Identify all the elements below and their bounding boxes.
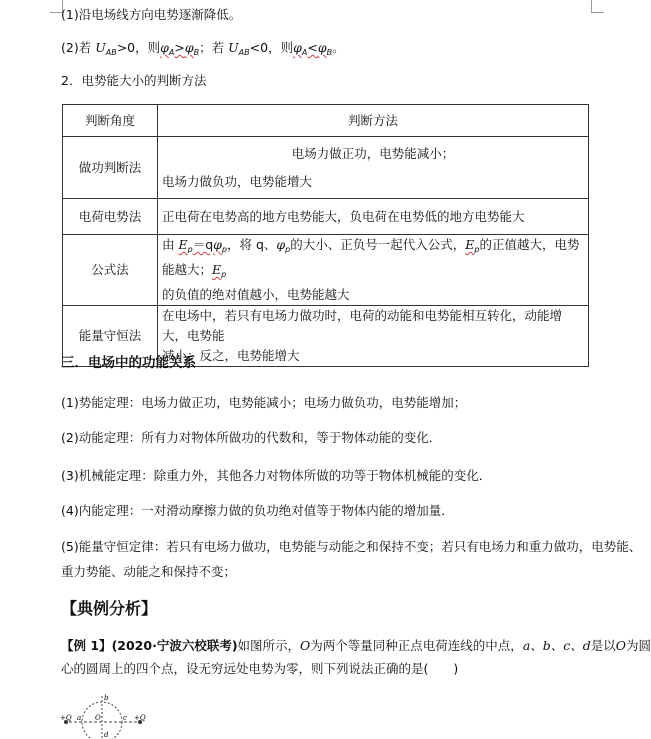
relation-item: (3)机械能定理：除重力外，其他各力对物体所做的功等于物体机械能的变化． (61, 468, 492, 483)
row-label: 公式法 (63, 235, 158, 306)
row-label: 做功判断法 (63, 137, 158, 199)
example-1-question: 【例 1】(2020·宁波六校联考)如图所示，O为两个等量同种正点电荷连线的中点，a、b、c、d是以O为圆 (61, 638, 651, 653)
row-label: 能量守恒法 (63, 306, 158, 367)
row-method: 电场力做正功，电势能减小； 电场力做负功，电势能增大 (158, 137, 589, 199)
point-d-label: d (104, 731, 109, 739)
left-charge-label: +Q (60, 714, 72, 722)
example-1-question-line-2: 心的圆周上的四个点，设无穷远处电势为零，则下列说法正确的是( ) (61, 661, 459, 676)
rule-1: (1)沿电场线方向电势逐渐降低。 (61, 7, 242, 22)
row-method: 由 $E_p=q\varphi_p$，将 q、$\varphi_p$的大小、正负号一起代入公式，$E_p$的正值越大，电势能越大；$E_p$ 的负值的绝对值越小，电势能越大 (158, 235, 589, 306)
relation-item: (4)内能定理：一对滑动摩擦力做的负功绝对值等于物体内能的增加量． (61, 503, 454, 518)
row-method: 在电场中，若只有电场力做功时，电荷的动能和电势能相互转化，动能增大，电势能 减小；反之，电势能增大 (158, 306, 589, 367)
table-head-angle: 判断角度 (63, 105, 158, 137)
page-corner-mark-right (591, 0, 604, 13)
table-row (63, 137, 589, 199)
section-3-title: 三．电场中的功能关系 (61, 355, 196, 371)
example-analysis-heading: 【典例分析】 (61, 599, 158, 618)
table-head-method: 判断方法 (158, 105, 589, 137)
relation-item: (5)能量守恒定律：若只有电场力做功，电势能与动能之和保持不变；若只有电场力和重力做功，电势能、 (61, 539, 642, 554)
point-c-label: c (123, 714, 127, 722)
table-row (63, 235, 589, 306)
point-a-label: a (77, 714, 82, 722)
right-charge-label: +Q (134, 714, 146, 722)
point-o-label: O (95, 714, 101, 722)
row-label: 电荷电势法 (63, 199, 158, 235)
row-method: 正电荷在电势高的地方电势能大，负电荷在电势低的地方电势能大 (158, 199, 589, 235)
charge-figure (60, 690, 150, 738)
relation-item: (1)势能定理：电场力做正功，电势能减小；电场力做负功，电势能增加； (61, 395, 467, 410)
table-header-row (63, 105, 589, 137)
point-b-label: b (104, 694, 109, 702)
relation-item: (2)动能定理：所有力对物体所做功的代数和，等于物体动能的变化． (61, 430, 442, 445)
section-2-title: 2．电势能大小的判断方法 (61, 73, 207, 88)
relation-item: 重力势能、动能之和保持不变； (61, 564, 237, 579)
table-row (63, 199, 589, 235)
potential-energy-table (62, 104, 589, 367)
rule-2: (2)若 $U_{AB}>0$，则$\varphi_A>\varphi_B$；若 $U_{AB}<0$，则$\varphi_A<\varphi_B$。 (61, 40, 345, 57)
